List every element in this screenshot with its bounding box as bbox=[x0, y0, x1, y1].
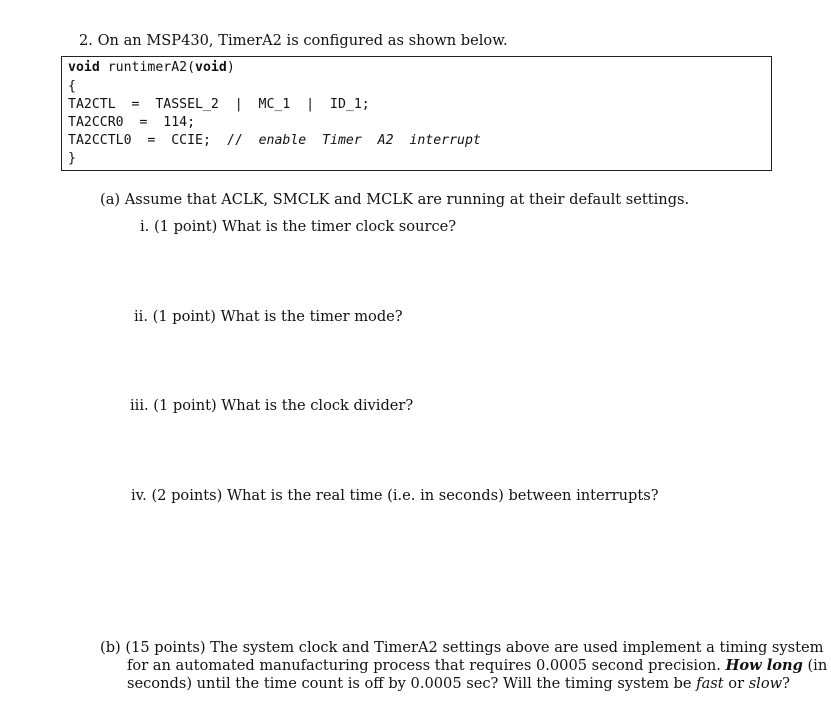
item-text: (2 points) What is the real time (i.e. in seconds) between interrupts? bbox=[151, 487, 659, 504]
item-text: (1 point) What is the timer mode? bbox=[152, 308, 403, 325]
code-line-3: TA2CTL = TASSEL_2 | MC_1 | ID_1; bbox=[68, 97, 370, 112]
part-a-item-iii bbox=[130, 397, 413, 414]
item-number: iii. bbox=[130, 397, 149, 414]
part-b-text-1: (15 points) The system clock and TimerA2 settings above are used implement a timing system bbox=[125, 639, 824, 656]
code-line-4: TA2CCR0 = 114; bbox=[68, 115, 196, 130]
code-line-6: } bbox=[68, 151, 76, 166]
part-b-line-1 bbox=[100, 639, 824, 656]
part-a-item-ii bbox=[134, 308, 403, 325]
question-header bbox=[79, 32, 508, 49]
question-number: 2. bbox=[79, 32, 93, 49]
code-function-name: runtimerA2( bbox=[99, 60, 196, 75]
item-number: i. bbox=[140, 218, 150, 235]
part-b-emphasis-slow: slow bbox=[748, 675, 783, 692]
code-comment: enable Timer A2 interrupt bbox=[258, 133, 481, 148]
item-number: ii. bbox=[134, 308, 148, 325]
item-text: (1 point) What is the clock divider? bbox=[153, 397, 414, 414]
part-a-item-i bbox=[140, 218, 456, 235]
part-b-text-2a: for an automated manufacturing process that requires 0.0005 second precision. bbox=[127, 657, 726, 674]
code-paren-close: ) bbox=[226, 60, 235, 75]
code-line-1 bbox=[68, 60, 235, 75]
part-b-text-3c: or bbox=[723, 675, 749, 692]
code-block bbox=[61, 56, 772, 171]
part-a-prompt bbox=[100, 191, 689, 208]
code-line-2: { bbox=[68, 79, 76, 94]
code-keyword-void-param: void bbox=[195, 60, 227, 75]
part-b-text-3e: ? bbox=[782, 675, 790, 692]
part-a-label: (a) bbox=[100, 191, 121, 208]
code-keyword-void: void bbox=[68, 60, 100, 75]
part-b-emphasis-fast: fast bbox=[696, 675, 724, 692]
part-b-line-2 bbox=[127, 657, 827, 674]
code-statement: TA2CCTL0 = CCIE; // bbox=[68, 133, 259, 148]
part-b-emphasis-how-long: How long bbox=[725, 657, 803, 674]
code-line-5 bbox=[68, 133, 481, 148]
item-number: iv. bbox=[131, 487, 147, 504]
part-b-text-2c: (in bbox=[802, 657, 828, 674]
part-a-text: Assume that ACLK, SMCLK and MCLK are running at their default settings. bbox=[124, 191, 690, 208]
part-b-line-3 bbox=[127, 675, 790, 692]
part-a-item-iv bbox=[131, 487, 659, 504]
question-intro: On an MSP430, TimerA2 is configured as shown below. bbox=[97, 32, 508, 49]
part-b-label: (b) bbox=[100, 639, 121, 656]
part-b-text-3a: seconds) until the time count is off by 0.0005 sec? Will the timing system be bbox=[127, 675, 697, 692]
item-text: (1 point) What is the timer clock source? bbox=[153, 218, 457, 235]
